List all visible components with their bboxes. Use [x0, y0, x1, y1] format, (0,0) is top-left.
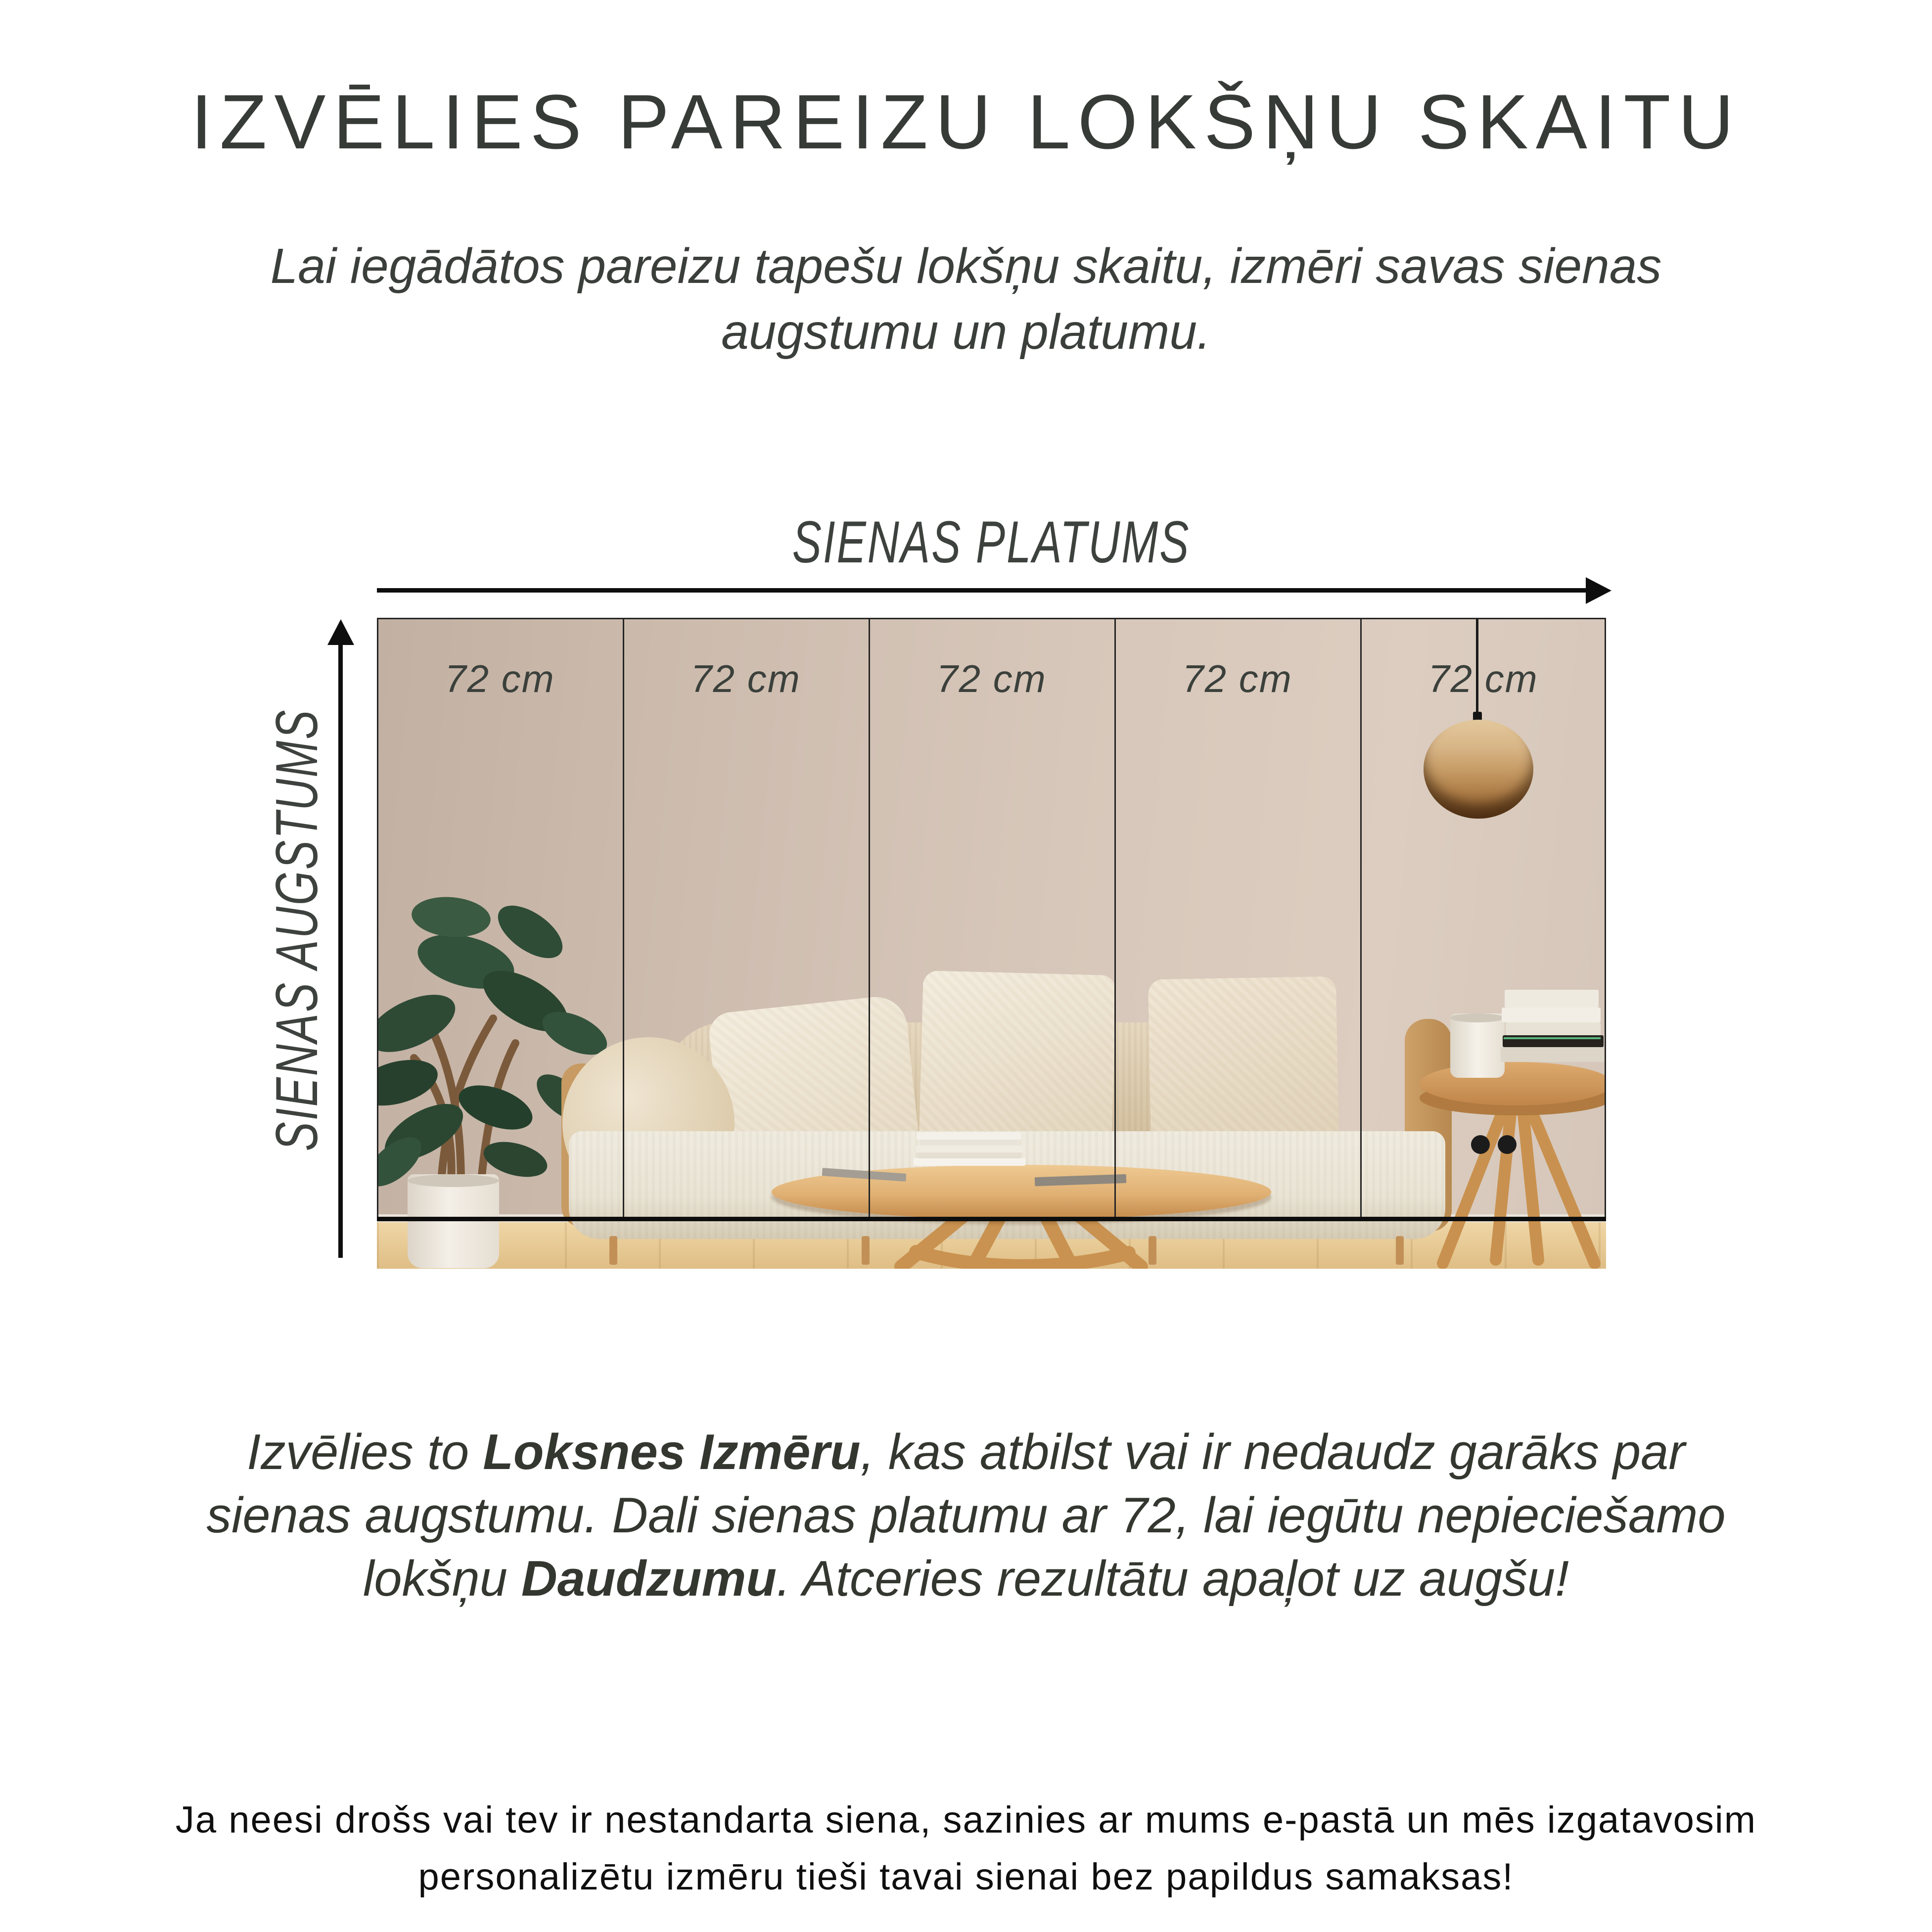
panel-label-1: 72 cm [445, 657, 555, 700]
panel-divider-3 [1114, 618, 1116, 1217]
instruction-line-1 [0, 1421, 1932, 1484]
panel-overlay [377, 618, 1606, 1269]
footer-line-2: personalizētu izmēru tieši tavai sienai bez papildus samaksas! [418, 1856, 1514, 1898]
instruction-paragraph [0, 1421, 1932, 1610]
height-arrow-line [338, 641, 343, 1258]
instruction-text: Izvēlies to [247, 1425, 483, 1480]
room-photo [377, 618, 1606, 1269]
instruction-line-2: sienas augstumu. Dali sienas platumu ar 72, lai iegūtu nepieciešamo [206, 1488, 1726, 1543]
panel-label-2: 72 cm [690, 657, 801, 700]
instruction-line-3 [0, 1547, 1932, 1610]
instruction-text: lokšņu [363, 1551, 521, 1607]
wall-height-label: SIENAS AUGSTUMS [264, 708, 330, 1151]
subtitle-line-1: Lai iegādātos pareizu tapešu lokšņu skaitu, izmēri savas sienas [270, 238, 1662, 294]
wall-width-label: SIENAS PLATUMS [792, 509, 1191, 575]
panel-label-5: 72 cm [1428, 657, 1538, 700]
instruction-bold: Daudzumu [521, 1551, 777, 1607]
panel-label-3: 72 cm [936, 657, 1047, 700]
instruction-text: . Atceries rezultātu apaļot uz augšu! [777, 1551, 1569, 1607]
panel-divider-4 [1360, 618, 1362, 1217]
subtitle-line-2: augstumu un platumu. [721, 304, 1211, 360]
instruction-bold: Loksnes Izmēru [483, 1425, 861, 1480]
panel-divider-2 [869, 618, 870, 1217]
subtitle [0, 233, 1932, 365]
width-arrow-line [377, 588, 1590, 593]
page-title: IZVĒLIES PAREIZU LOKŠŅU SKAITU [190, 79, 1742, 165]
footer-line-1: Ja neesi drošs vai tev ir nestandarta siena, sazinies ar mums e-pastā un mēs izgatavosim [175, 1799, 1757, 1841]
width-arrow-head-icon [1586, 577, 1611, 604]
instruction-text: , kas atbilst vai ir nedaudz garāks par [860, 1425, 1685, 1480]
panel-label-4: 72 cm [1182, 657, 1292, 700]
footer-note [0, 1792, 1932, 1905]
panel-divider-1 [623, 618, 624, 1217]
